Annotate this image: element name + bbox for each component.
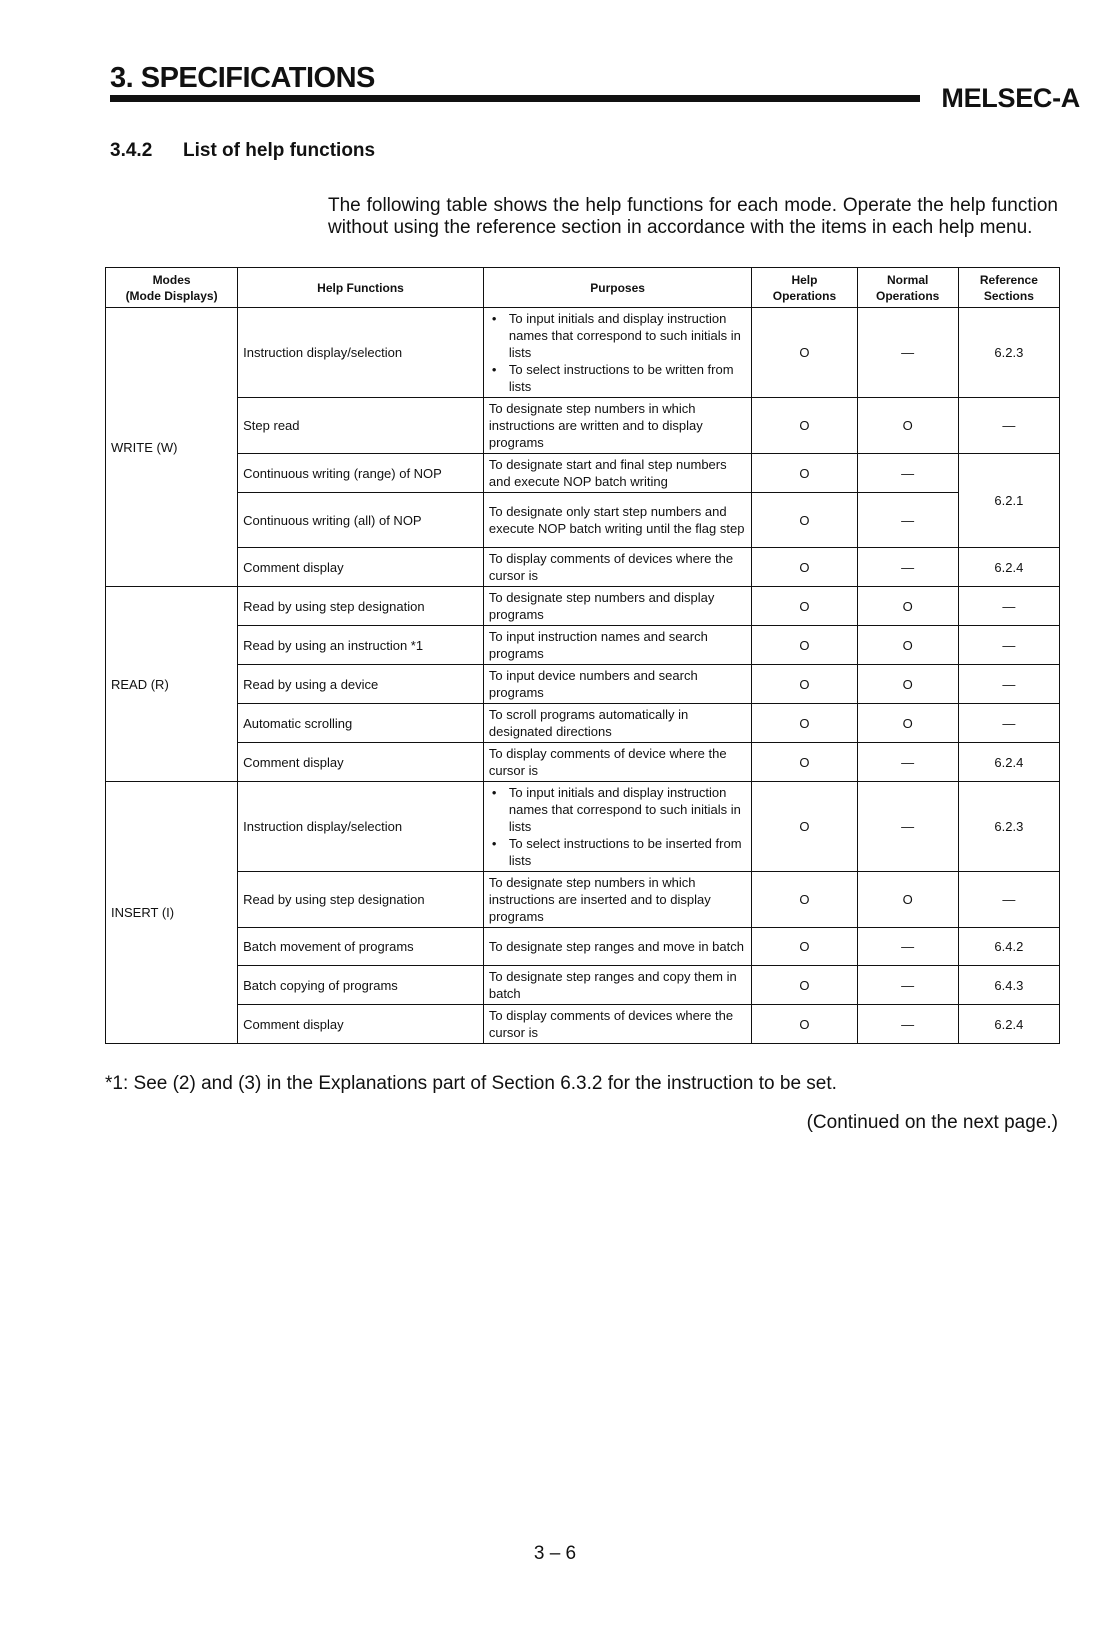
table-row	[106, 398, 1060, 454]
function-cell: Read by using step designation	[238, 587, 484, 626]
table-row	[106, 782, 1060, 872]
purpose-bullet: • To input initials and display instruction names that correspond to such initials in lists	[509, 310, 746, 361]
normal-op-cell: O	[857, 587, 958, 626]
purpose-bullet: • To select instructions to be written from lists	[509, 361, 746, 395]
table-row	[106, 626, 1060, 665]
function-cell: Comment display	[238, 548, 484, 587]
help-op-cell: O	[752, 928, 857, 966]
purpose-bullet: • To input initials and display instruction names that correspond to such initials in lists	[509, 784, 746, 835]
reference-cell: 6.2.4	[958, 548, 1059, 587]
normal-op-cell: —	[857, 966, 958, 1005]
function-cell: Continuous writing (all) of NOP	[238, 493, 484, 548]
function-cell: Comment display	[238, 743, 484, 782]
chapter-title: 3. SPECIFICATIONS	[110, 62, 375, 94]
help-op-cell: O	[752, 872, 857, 928]
table-row	[106, 308, 1060, 398]
reference-cell: —	[958, 626, 1059, 665]
purpose-cell: To designate start and final step numbers and execute NOP batch writing	[483, 454, 751, 493]
function-cell: Instruction display/selection	[238, 308, 484, 398]
normal-op-cell: —	[857, 308, 958, 398]
table-header-row	[106, 268, 1060, 308]
table-row	[106, 743, 1060, 782]
function-cell: Continuous writing (range) of NOP	[238, 454, 484, 493]
normal-op-cell: O	[857, 704, 958, 743]
reference-cell: —	[958, 872, 1059, 928]
table-row	[106, 454, 1060, 493]
intro-paragraph: The following table shows the help functions for each mode. Operate the help function without using the reference section in accordance with the items in each help menu.	[328, 195, 1058, 238]
help-op-cell: O	[752, 493, 857, 548]
mode-read: READ (R)	[106, 587, 238, 782]
normal-op-cell: O	[857, 872, 958, 928]
help-op-cell: O	[752, 743, 857, 782]
brand-name: MELSEC-A	[941, 83, 1080, 113]
reference-cell: —	[958, 398, 1059, 454]
normal-op-cell: O	[857, 665, 958, 704]
help-op-cell: O	[752, 398, 857, 454]
function-cell: Read by using a device	[238, 665, 484, 704]
function-cell: Instruction display/selection	[238, 782, 484, 872]
table-row	[106, 587, 1060, 626]
purpose-cell: To designate step numbers in which instructions are written and to display programs	[483, 398, 751, 454]
purpose-cell: To scroll programs automatically in designated directions	[483, 704, 751, 743]
purpose-cell: To designate step numbers in which instructions are inserted and to display programs	[483, 872, 751, 928]
function-cell: Read by using an instruction *1	[238, 626, 484, 665]
reference-cell: —	[958, 587, 1059, 626]
purpose-cell: To designate step numbers and display programs	[483, 587, 751, 626]
table-row	[106, 665, 1060, 704]
help-op-cell: O	[752, 782, 857, 872]
reference-cell: 6.2.3	[958, 782, 1059, 872]
function-cell: Step read	[238, 398, 484, 454]
normal-op-cell: O	[857, 398, 958, 454]
header-help-operations: Help Operations	[752, 268, 857, 308]
normal-op-cell: —	[857, 454, 958, 493]
help-op-cell: O	[752, 587, 857, 626]
reference-cell: 6.2.4	[958, 743, 1059, 782]
header-purposes: Purposes	[483, 268, 751, 308]
table-row	[106, 928, 1060, 966]
function-cell: Read by using step designation	[238, 872, 484, 928]
page-header	[110, 58, 1080, 118]
header-help-functions: Help Functions	[238, 268, 484, 308]
purpose-cell: To designate only start step numbers and execute NOP batch writing until the flag step	[483, 493, 751, 548]
purpose-cell: To designate step ranges and move in batch	[483, 928, 751, 966]
purpose-cell	[483, 782, 751, 872]
purpose-bullet: • To select instructions to be inserted from lists	[509, 835, 746, 869]
function-cell: Batch movement of programs	[238, 928, 484, 966]
help-functions-table	[105, 267, 1060, 1044]
function-cell: Comment display	[238, 1005, 484, 1044]
table-row	[106, 493, 1060, 548]
help-op-cell: O	[752, 626, 857, 665]
function-cell: Automatic scrolling	[238, 704, 484, 743]
help-op-cell: O	[752, 966, 857, 1005]
header-rule	[110, 95, 920, 102]
normal-op-cell: —	[857, 928, 958, 966]
section-title: List of help functions	[183, 140, 376, 161]
section-heading	[110, 140, 375, 162]
purpose-cell: To display comments of device where the cursor is	[483, 743, 751, 782]
help-op-cell: O	[752, 1005, 857, 1044]
header-normal-operations: Normal Operations	[857, 268, 958, 308]
purpose-cell: To display comments of devices where the cursor is	[483, 1005, 751, 1044]
section-number: 3.4.2	[110, 140, 153, 161]
table-row	[106, 872, 1060, 928]
help-op-cell: O	[752, 308, 857, 398]
reference-cell: —	[958, 665, 1059, 704]
help-op-cell: O	[752, 454, 857, 493]
purpose-cell	[483, 308, 751, 398]
purpose-cell: To input instruction names and search programs	[483, 626, 751, 665]
table-row	[106, 966, 1060, 1005]
mode-write: WRITE (W)	[106, 308, 238, 587]
reference-cell: 6.4.3	[958, 966, 1059, 1005]
help-op-cell: O	[752, 665, 857, 704]
header-reference-sections: Reference Sections	[958, 268, 1059, 308]
table-row	[106, 548, 1060, 587]
normal-op-cell: —	[857, 493, 958, 548]
normal-op-cell: —	[857, 548, 958, 587]
page-number: 3 – 6	[533, 1543, 577, 1564]
help-op-cell: O	[752, 548, 857, 587]
purpose-cell: To input device numbers and search programs	[483, 665, 751, 704]
normal-op-cell: —	[857, 1005, 958, 1044]
purpose-cell: To display comments of devices where the cursor is	[483, 548, 751, 587]
purpose-cell: To designate step ranges and copy them in batch	[483, 966, 751, 1005]
reference-cell: 6.4.2	[958, 928, 1059, 966]
table-row	[106, 704, 1060, 743]
reference-cell: 6.2.3	[958, 308, 1059, 398]
reference-cell: —	[958, 704, 1059, 743]
normal-op-cell: —	[857, 743, 958, 782]
normal-op-cell: —	[857, 782, 958, 872]
header-modes: Modes (Mode Displays)	[106, 268, 238, 308]
reference-cell: 6.2.1	[958, 454, 1059, 548]
table-row	[106, 1005, 1060, 1044]
footnote: *1: See (2) and (3) in the Explanations part of Section 6.3.2 for the instruction to be set.	[105, 1073, 837, 1094]
mode-insert: INSERT (I)	[106, 782, 238, 1044]
function-cell: Batch copying of programs	[238, 966, 484, 1005]
help-op-cell: O	[752, 704, 857, 743]
continued-note: (Continued on the next page.)	[806, 1112, 1058, 1133]
reference-cell: 6.2.4	[958, 1005, 1059, 1044]
normal-op-cell: O	[857, 626, 958, 665]
